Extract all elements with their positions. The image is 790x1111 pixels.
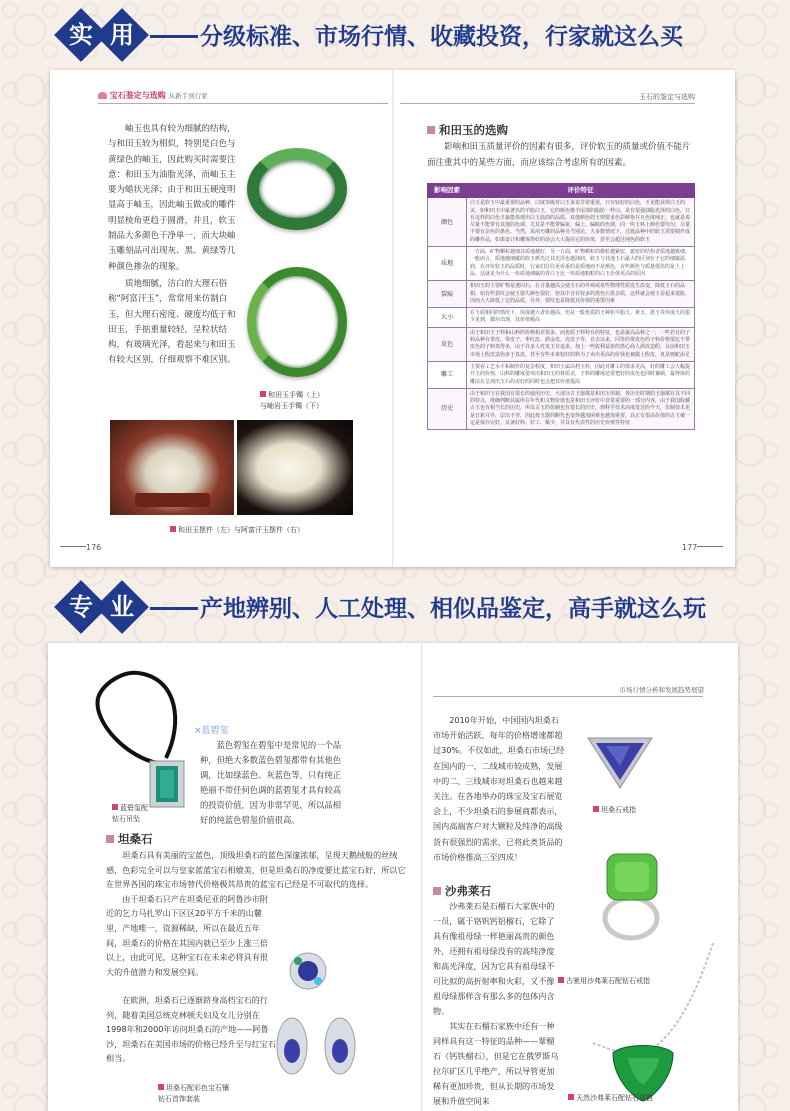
caption-marker bbox=[558, 977, 564, 983]
book-spread-gemstones bbox=[48, 643, 738, 1111]
bangle-caption bbox=[260, 390, 370, 412]
banner-title: 产地辨别、人工处理、相似品鉴定，高手就这么玩 bbox=[200, 595, 706, 622]
banner-title: 分级标准、市场行情、收藏投资，行家就这么买 bbox=[200, 23, 683, 50]
caption-line: 与岫岩玉手镯（下） bbox=[260, 402, 323, 410]
tsavorite-text bbox=[433, 899, 559, 1109]
table-row bbox=[428, 247, 695, 281]
table-row bbox=[428, 327, 695, 361]
section-marker bbox=[427, 126, 435, 134]
factor-cell: 皮色 bbox=[428, 327, 467, 361]
feature-cell: 白玉是软玉中最重要的品种，白度等级对白玉来说非常重要，只有较好的白色，才更能获得白玉的美，如和田玉中最著名的羊脂白玉，它的颜色像羊尾部的脂肪一样白，是有很强油脂光泽的白色，只有这样的白色才最能体现出白玉温润的品质，其他颜色的玉则要求色彩鲜艳并且色度纯正，也就是说尽量不能带有其他的色调，尤其是不能带偏灰、偏土、偏暗的色调，同一块玉料上颜色要均匀，尽量不要有杂色的条色、当然，采用巧雕的品种另当别论，大多数情况下，过渡品种中的软玉需要制作成的雕作品，如果设计和雕琢得好的话会大大提高它的价值，甚至会超过纯色的软玉 bbox=[467, 198, 695, 247]
header-rule bbox=[433, 696, 703, 697]
caption-marker bbox=[170, 526, 176, 532]
caption-text: 和田玉摆件（左）与阿富汗玉摆件（右） bbox=[178, 526, 304, 534]
paragraph: 在欧洲，坦桑石已逐渐跻身高档宝石的行列，随着美国总统克林顿夫妇及女儿分别在1998年和2000年访问坦桑石的产地——阿鲁沙，坦桑石在美国市场的价格已经升至与红宝石相当。 bbox=[106, 995, 276, 1064]
section-marker bbox=[433, 887, 441, 895]
banner-dash bbox=[150, 35, 198, 38]
page-number-right bbox=[682, 543, 723, 552]
section-title bbox=[106, 831, 153, 847]
tsavorite-ring-image bbox=[593, 848, 673, 943]
jewelry-caption bbox=[158, 1083, 268, 1105]
factor-cell: 裂痕 bbox=[428, 281, 467, 308]
banner-professional bbox=[0, 578, 790, 638]
xiuyan-bangle-image bbox=[247, 267, 347, 377]
tourmaline-paragraph: 蓝色碧玺在碧玺中是常见的一个品种，但绝大多数蓝色碧玺都带有其他色调，比如绿蓝色、灰蓝色等，只有纯正艳丽不带任何色调的蓝碧玺才具有较高的投资价值，因为非常罕见，所以品相好的纯蓝色碧玺价值很高。 bbox=[200, 740, 342, 825]
pendant-caption bbox=[112, 803, 172, 825]
section-intro: 影响和田玉质量评价的因素有很多，评价软玉的质量或价值不能片面注重其中的某些方面，而应该综合考虑所有的因素。 bbox=[427, 142, 691, 168]
paragraph: 坦桑石具有美丽的宝蓝色，顶级坦桑石的蓝色深邃浓郁，呈现天鹅绒般的丝绒感，色彩完全可以与皇家蓝蓝宝石相媲美，但是坦桑石的净度要比蓝宝石好，所以它在世界各国的珠宝市场替代价格极其昂贵的蓝宝石已经是不可取代的选择。 bbox=[106, 850, 406, 890]
caption-marker bbox=[112, 804, 118, 810]
factor-cell: 大小 bbox=[428, 308, 467, 328]
factor-cell: 颜色 bbox=[428, 198, 467, 247]
subsection-title bbox=[194, 723, 229, 736]
feature-cell: 由于和田玉在我国有很长的使用历史，大部分古玉器都是和田玉所制，各历史时期的玉器都有其不同的特点，准确判断其属所在年代和文物价值也是和田玉评价中非常重要的一部分内容，由于我国收藏古玉也有相当长的历史，所以古玉的仿制也有很长的历史，到科学技术高度发达的今天，仿制技术更是日新月异，层出不穷，因此按玉器的断代也变得越加困难也越加重要，具正有很高价值的古玉被一定是保存完好，具备好料、好工、稀少，并具有代表性的历史价值等特征 bbox=[467, 388, 695, 429]
feature-cell: 在玉质相同的情况下，块度越大者价越高，但是一般优质的玉种如羊脂玉、黄玉、墨玉等块度大的很少见到，偶尔出现，其价值极高 bbox=[467, 308, 695, 328]
ring-caption bbox=[593, 805, 636, 816]
lotus-icon bbox=[98, 92, 107, 99]
feature-cell: 和田玉的主要矿物是透闪石，在含量越高会使玉石的外观或某些物理性质发生改变，降低玉石的品相，如有些裂纹会使玉器失颜色很好，但其中含有较多的黑色石墨杂质，这样就会使玉看起来很脏，因而大大降低了它的品质，另外，裂纹也是降低其价值的重要因素 bbox=[467, 281, 695, 308]
section-title-text: 和田玉的选购 bbox=[439, 123, 508, 137]
running-head: 玉石的鉴定与选购 bbox=[639, 93, 695, 101]
tanzanite-ring-image bbox=[578, 718, 662, 798]
banner-dash bbox=[150, 607, 198, 610]
page-number: 176 bbox=[86, 543, 102, 552]
section-title-text: 沙弗莱石 bbox=[445, 884, 491, 898]
tsavorite-necklace-image bbox=[573, 943, 723, 1103]
caption-text: 天然沙弗莱石配钻石项链 bbox=[576, 1094, 653, 1102]
section-title bbox=[427, 122, 508, 138]
feature-cell: 一方面，矿物颗粒越细其质地越好，另一方面，矿物颗粒的微粒越紧密，致密的结构者质地越致细。一般而言，质地越细腻的软玉颜光泛其光泽也越油润，软玉与其他玉石最大的区别在于它的细腻温润，在评价软玉的品质时，行家们往往更看重的是质地而不是颜色，有些颜色与质量俱佳的是上上品，这就是为什么一块质地细腻的青白玉比一块质地粗粒的白玉价值更高的原因 bbox=[467, 247, 695, 281]
page-number-rule bbox=[60, 546, 86, 547]
necklace-caption bbox=[568, 1093, 653, 1104]
tanzanite-jewelry-image bbox=[270, 941, 370, 1081]
paragraph: 岫玉也具有较为细腻的结构，与和田玉较为相似，特别是白色与黄绿色的岫玉，因此购买时需要注意：和田玉为油脂光泽，而岫玉主要为蜡状光泽；由于和田玉硬度明显高于岫玉，因此岫玉做成的雕件明显棱角更趋于圆滑，并且，软玉制品大多颜色干净单一，而大块岫玉雕刻品可出现灰、黑、黄绿等几种颜色掺杂的现象。 bbox=[108, 124, 236, 272]
cross-icon: × bbox=[194, 726, 202, 736]
header-rule bbox=[98, 103, 388, 104]
table-header-row bbox=[428, 184, 695, 198]
carving-caption bbox=[170, 525, 390, 536]
afghan-jade-carving-image bbox=[237, 420, 353, 515]
evaluation-table bbox=[427, 183, 695, 430]
hetian-jade-carving-image bbox=[110, 420, 234, 515]
banner-char: 用 bbox=[110, 20, 134, 49]
section-marker bbox=[106, 835, 114, 843]
header-rule bbox=[400, 103, 695, 104]
table-row bbox=[428, 198, 695, 247]
caption-line: 和田玉手镯（上） bbox=[268, 391, 324, 399]
subsection-title-text: 蓝碧玺 bbox=[201, 726, 229, 736]
book-logo bbox=[98, 90, 208, 101]
caption-marker bbox=[568, 1094, 574, 1100]
book-spread-jade bbox=[50, 70, 735, 567]
banner-char: 实 bbox=[69, 20, 93, 49]
caption-marker bbox=[158, 1084, 164, 1090]
page-fold bbox=[392, 70, 394, 567]
caption-line: 坦桑石配彩色宝石镶 bbox=[166, 1084, 229, 1092]
running-head: 市场行情分析和发展趋势展望 bbox=[619, 686, 704, 694]
caption-marker bbox=[593, 806, 599, 812]
table-row bbox=[428, 361, 695, 388]
banner-char: 业 bbox=[110, 592, 134, 621]
section-title-text: 坦桑石 bbox=[118, 832, 153, 846]
caption-text: 坦桑石戒指 bbox=[601, 806, 636, 814]
caption-marker bbox=[260, 391, 266, 397]
page-number: 177 bbox=[682, 543, 698, 552]
page-number-rule bbox=[697, 546, 723, 547]
banner-char: 专 bbox=[69, 592, 93, 621]
caption-line: 钻石吊坠 bbox=[112, 815, 140, 823]
jade-bangle-image bbox=[247, 148, 347, 230]
section-title bbox=[433, 883, 491, 899]
table-row bbox=[428, 308, 695, 328]
factor-cell: 雕工 bbox=[428, 361, 467, 388]
paragraph: 由于坦桑石只产在坦桑尼亚的阿鲁沙市附近的乞力马扎罗山下区区20平方千米的山麓里，产地唯一，资源稀缺，所以在最近五年间，坦桑石的价格在其国内就已至少上涨三倍以上，由此可见，这种宝石在未来必将具有很大的升值潜力和发展空间。 bbox=[106, 893, 268, 977]
feature-cell: 由于和田玉子料和山料的价格相差很多，而优质子料特有的特征，也是最高品种之一，一些若有的子料品种有带皮，带皮子、枣红皮、洒金皮、虎皮子等，自去以来，同等的带皮色的子料价格要比不带皮色的子料贵得多，由于许多人对皮玉有追求，加上一些收利益驱的黑心商人酒皮造假，目前和田玉市场上假皮造伪多于真皮，甚至有些本来较好的料为了卖出更高的价钱也被做上假皮，真是画蛇添足 bbox=[467, 327, 695, 361]
table-row bbox=[428, 281, 695, 308]
feature-cell: 主要看工艺水平和制作的复杂程度，和田玉属高档玉料，因此对雕工的要求更高，好的雕工会大幅提升玉的价值，山料的雕琢要突出和田玉的材质美，子料的雕琢还要把好的皮色也同时兼顾，最得体的雕法在呈现出玉石的美好的同时也会把其价值提高 bbox=[467, 361, 695, 388]
paragraph: 其实在石榴石家族中还有一种同样具有这一特征的品种——翠榴石（钙铁榴石），但是它在俄罗斯乌拉尔矿区几乎绝产，所以导管更加稀有更加珍贵，但从长期的市场发展和升值空间来 bbox=[433, 1021, 559, 1106]
paragraph: 沙弗莱石是石榴石大家族中的一员，属于铬钒钙铝榴石，它除了具有像祖母绿一样艳丽高贵的颜色外，还拥有祖母绿没有的高纯净度和高光泽度，因为它具有祖母绿不可比拟的高折射率和火彩，又不像祖母绿那样含有那么多的包体内含物。 bbox=[433, 901, 555, 1016]
jade-text-column bbox=[108, 122, 236, 369]
logo-text: 宝石鉴定与选购 bbox=[109, 91, 166, 100]
quality-factor-table bbox=[427, 183, 695, 430]
caption-line: 蓝碧玺配 bbox=[120, 804, 148, 812]
factor-cell: 历史 bbox=[428, 388, 467, 429]
page-number-left bbox=[60, 543, 101, 552]
logo-subtitle: 从新手到行家 bbox=[168, 92, 208, 100]
factor-cell: 质地 bbox=[428, 247, 467, 281]
column-header: 影响因素 bbox=[428, 184, 467, 198]
column-header: 评价特征 bbox=[467, 184, 695, 198]
tourmaline-pendant-image bbox=[88, 663, 208, 813]
carving-stand bbox=[135, 493, 210, 507]
banner-practical bbox=[0, 6, 790, 66]
caption-line: 钻石首饰套装 bbox=[158, 1095, 200, 1103]
paragraph: 质地细腻，洁白的大理石俗称“阿富汗玉”，常常用来仿制白玉，但大理石密度、硬度均低于和田玉，手掂重量较轻，呈粒状结构，有玻璃光泽，看起来与和田玉有较大区别，仔细观察不难区别。 bbox=[108, 278, 236, 366]
page-fold bbox=[421, 643, 423, 1111]
caption-text: 古驰用沙弗莱石配钻石戒指 bbox=[566, 977, 650, 985]
table-row bbox=[428, 388, 695, 429]
tanzanite-market-paragraph: 2010年开始，中国国内坦桑石市场开始活跃，每年的价格增速都超过30%。不仅如此，坦桑石市场已经在国内的一、二线城市较成熟，发展中的二、三线城市对坦桑石也越来越关注。在各地举办的珠宝及宝石展览会上，不少坦桑石的参展商都表示，国内高端客户对大颗粒及纯净的高级货有很强烈的需求，已将此类货品的市场价格推高三至四成！ bbox=[433, 715, 565, 862]
